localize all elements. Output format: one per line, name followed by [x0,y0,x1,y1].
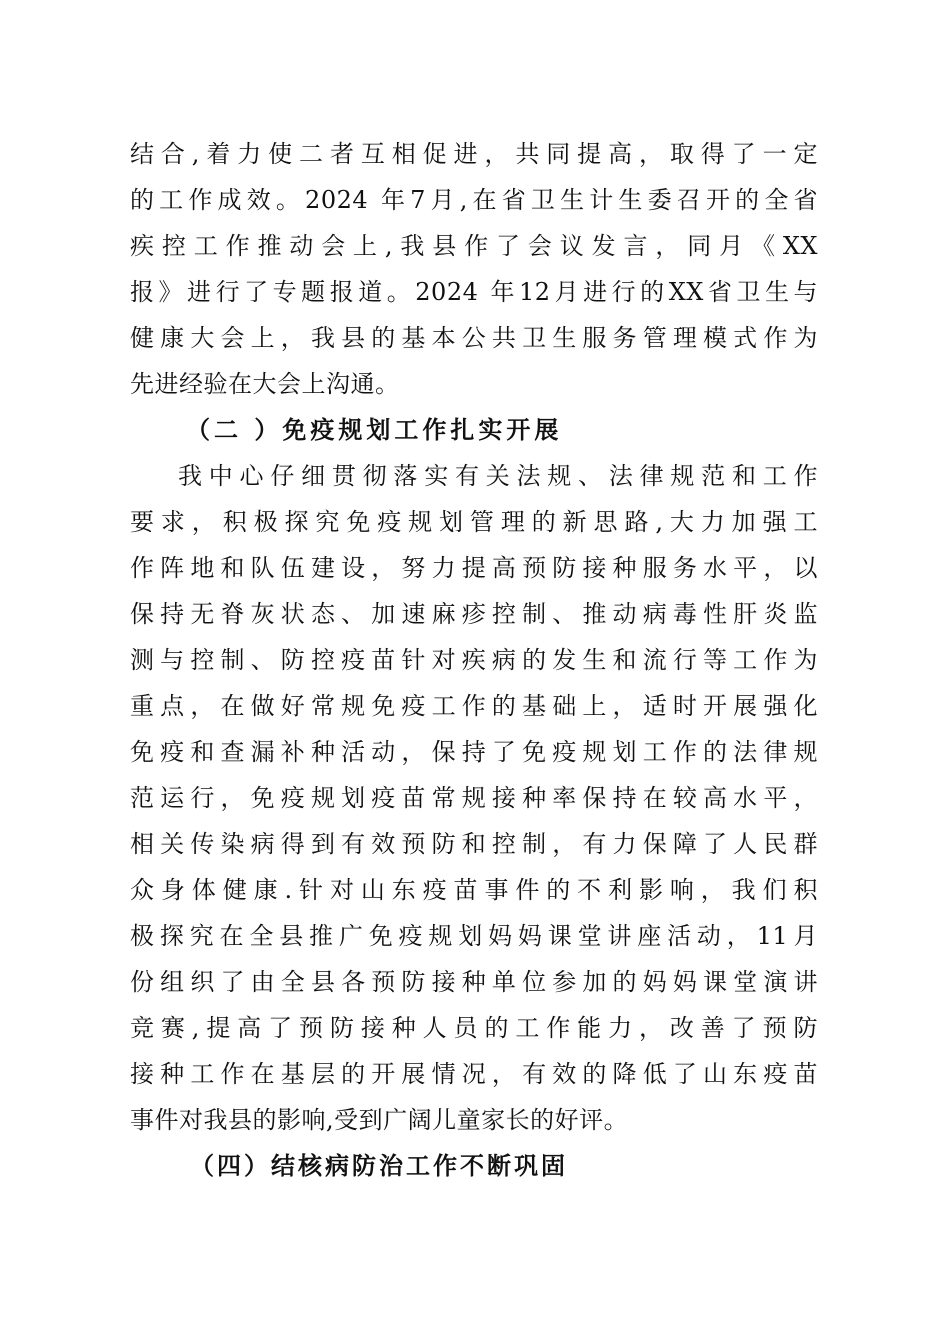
paragraph-line: 众身体健康.针对山东疫苗事件的不利影响，我们积 [130,876,818,904]
paragraph-line: 的工作成效。2024 年7月,在省卫生计生委召开的全省 [130,186,818,214]
paragraph-line: 免疫和查漏补种活动，保持了免疫规划工作的法律规 [130,738,818,766]
paragraph-line: 健康大会上，我县的基本公共卫生服务管理模式作为 [130,324,818,352]
paragraph-line: 重点，在做好常规免疫工作的基础上，适时开展强化 [130,692,818,720]
paragraph-line: 范运行，免疫规划疫苗常规接种率保持在较高水平， [130,784,818,812]
paragraph-line: 疾控工作推动会上,我县作了会议发言，同月《XX [130,232,818,260]
paragraph-line: 结合,着力使二者互相促进，共同提高，取得了一定 [130,140,818,168]
paragraph-line: 极探究在全县推广免疫规划妈妈课堂讲座活动，11月 [130,922,818,950]
paragraph-line: 先进经验在大会上沟通。 [130,370,400,398]
paragraph-line: 测与控制、防控疫苗针对疾病的发生和流行等工作为 [130,646,818,674]
paragraph-line: 份组织了由全县各预防接种单位参加的妈妈课堂演讲 [130,968,818,996]
paragraph-line: 相关传染病得到有效预防和控制，有力保障了人民群 [130,830,818,858]
paragraph-line: 接种工作在基层的开展情况，有效的降低了山东疫苗 [130,1060,818,1088]
paragraph-line: 竞赛,提高了预防接种人员的工作能力，改善了预防 [130,1014,818,1042]
paragraph-line: 作阵地和队伍建设，努力提高预防接种服务水平，以 [130,554,818,582]
paragraph-line: 要求，积极探究免疫规划管理的新思路,大力加强工 [130,508,818,536]
section-heading-4: （四）结核病防治工作不断巩固 [190,1151,568,1180]
section-heading-2: （二 ）免疫规划工作扎实开展 [186,415,563,444]
paragraph-line: 我中心仔细贯彻落实有关法规、法律规范和工作 [178,462,818,490]
paragraph-line: 事件对我县的影响,受到广阔儿童家长的好评。 [130,1106,629,1134]
paragraph-line: 报》进行了专题报道。2024 年12月进行的XX省卫生与 [130,278,818,306]
paragraph-line: 保持无脊灰状态、加速麻疹控制、推动病毒性肝炎监 [130,600,818,628]
